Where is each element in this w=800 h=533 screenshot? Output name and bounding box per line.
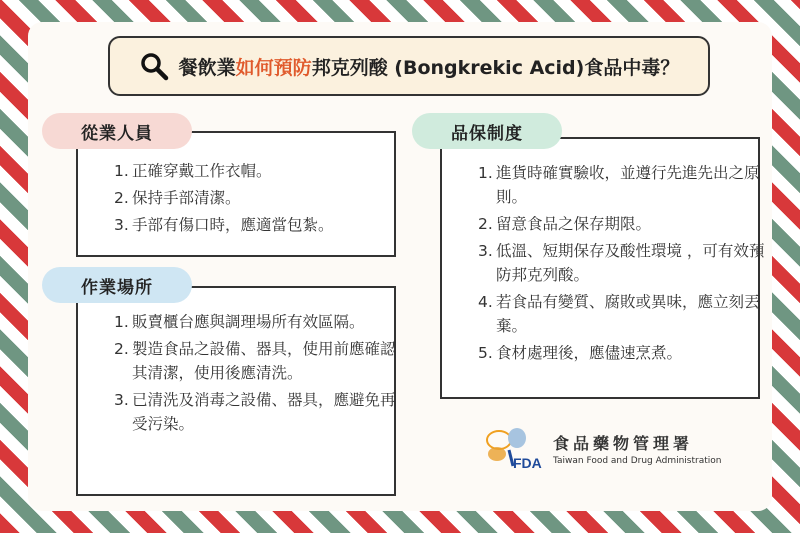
page-title — [179, 53, 680, 80]
workplace-tag: 作業場所 — [42, 267, 192, 303]
fda-mark: FDA — [513, 455, 542, 470]
list-item: 手部有傷口時，應適當包紮。 — [132, 216, 334, 235]
fda-logo — [483, 426, 721, 470]
fda-name-cn: 食品藥物管理署 — [553, 433, 694, 453]
staff-box — [76, 131, 396, 257]
title-highlight: 如何預防 — [235, 56, 312, 79]
staff-tag: 從業人員 — [42, 113, 192, 149]
list-item: 販賣櫃台應與調理場所有效區隔。 — [132, 313, 365, 331]
butterfly-logo-icon — [483, 426, 547, 470]
list-item: 進貨時確實驗收，並遵行先進先出之原則。 — [496, 164, 760, 207]
list-item: 已清洗及消毒之設備、器具，應避免再受污染。 — [132, 391, 396, 434]
fda-name-en: Taiwan Food and Drug Administration — [553, 455, 722, 466]
quality-tag: 品保制度 — [412, 113, 562, 149]
staff-list — [106, 159, 402, 240]
list-item: 若食品有變質、腐敗或異味，應立刻丟棄。 — [496, 293, 760, 336]
list-item: 食材處理後，應儘速烹煮。 — [496, 344, 683, 363]
workplace-list — [106, 310, 404, 439]
title-banner — [108, 36, 710, 96]
quality-list — [470, 161, 772, 368]
list-item: 保持手部清潔。 — [132, 189, 241, 208]
workplace-box — [76, 286, 396, 496]
fda-text-block — [553, 431, 721, 466]
title-prefix: 餐飲業 — [178, 56, 236, 79]
list-item: 低溫、短期保存及酸性環境 ，可有效預防邦克列酸。 — [496, 242, 765, 285]
list-item: 製造食品之設備、器具，使用前應確認其清潔，使用後應清洗。 — [132, 340, 396, 383]
title-suffix: 邦克列酸 (Bongkrekic Acid)食品中毒？ — [311, 56, 680, 79]
list-item: 留意食品之保存期限。 — [496, 215, 652, 234]
list-item: 正確穿戴工作衣帽。 — [132, 162, 272, 180]
search-icon — [139, 51, 169, 81]
quality-box — [440, 137, 765, 399]
